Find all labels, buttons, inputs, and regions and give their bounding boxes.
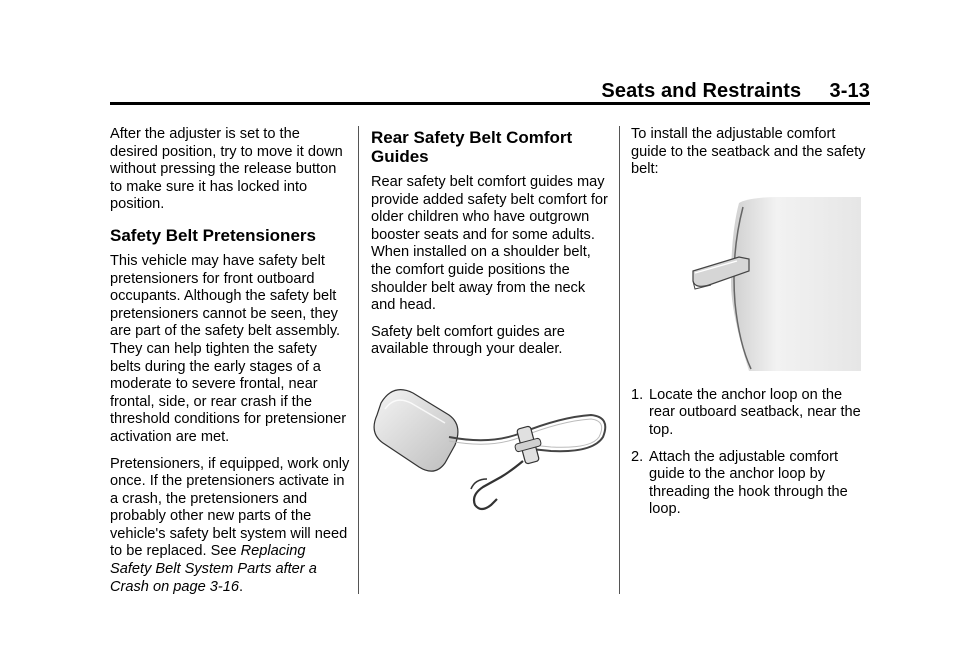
install-intro-paragraph: To install the adjustable comfort guide to the seatback and the safety belt: <box>631 126 866 178</box>
column-divider-1 <box>358 126 359 594</box>
section-heading-comfort-guides: Rear Safety Belt Comfort Guides <box>371 128 573 166</box>
cord-lock <box>514 426 541 464</box>
page-header <box>110 80 870 104</box>
comfort-guide-illustration <box>371 375 611 515</box>
column-3 <box>631 126 871 528</box>
page-title: Seats and Restraints 3-13 <box>601 80 870 102</box>
paragraph-text: Pretensioners, if equipped, work only once. If the pretensioners activate in a crash, the pretensioners and probably other new parts of the vehicle's safety belt system will need to be replaced. See <box>110 455 350 560</box>
comfort-guides-paragraph: Rear safety belt comfort guides may provide added safety belt comfort for older children who have outgrown booster seats and for some adults. When installed on a shoulder belt, the comfort guide positions the shoulder belt away from the neck and head. <box>371 174 608 314</box>
intro-paragraph: After the adjuster is set to the desired position, try to move it down without pressing the release button to make sure it has locked into position. <box>110 126 343 213</box>
step-text: Locate the anchor loop on the rear outboard seatback, near the top. <box>649 386 861 438</box>
list-item <box>631 449 871 519</box>
column-2 <box>371 126 611 515</box>
step-number: 2. <box>631 448 644 465</box>
hook <box>474 461 523 509</box>
step-number: 1. <box>631 386 644 403</box>
install-steps-list <box>631 387 871 519</box>
seatback-anchor-illustration <box>631 193 871 373</box>
cross-reference-link[interactable]: Replacing Safety Belt System Parts after a Crash on page 3-16 <box>110 543 317 595</box>
column-1 <box>110 126 350 605</box>
pretensioners-replace-paragraph <box>110 456 350 597</box>
dealer-paragraph: Safety belt comfort guides are available through your dealer. <box>371 323 565 358</box>
column-divider-2 <box>619 126 620 594</box>
header-rule <box>110 102 870 105</box>
step-text: Attach the adjustable comfort guide to the anchor loop by threading the hook through the loop. <box>649 448 848 518</box>
seatback <box>731 197 861 371</box>
list-item <box>631 387 871 440</box>
paragraph-end: . <box>239 578 244 595</box>
section-heading-pretensioners: Safety Belt Pretensioners <box>110 225 316 245</box>
comfort-guide-pad <box>374 390 458 472</box>
pretensioners-paragraph: This vehicle may have safety belt pretensioners for front outboard occupants. Although the safety belt pretensioners cannot be seen, they are part of the safety belt assembly. They can help tighten the safety belts during the early stages of a moderate to severe frontal, near frontal, side, or rear crash if the threshold conditions for pretensioner activation are met. <box>110 252 347 445</box>
